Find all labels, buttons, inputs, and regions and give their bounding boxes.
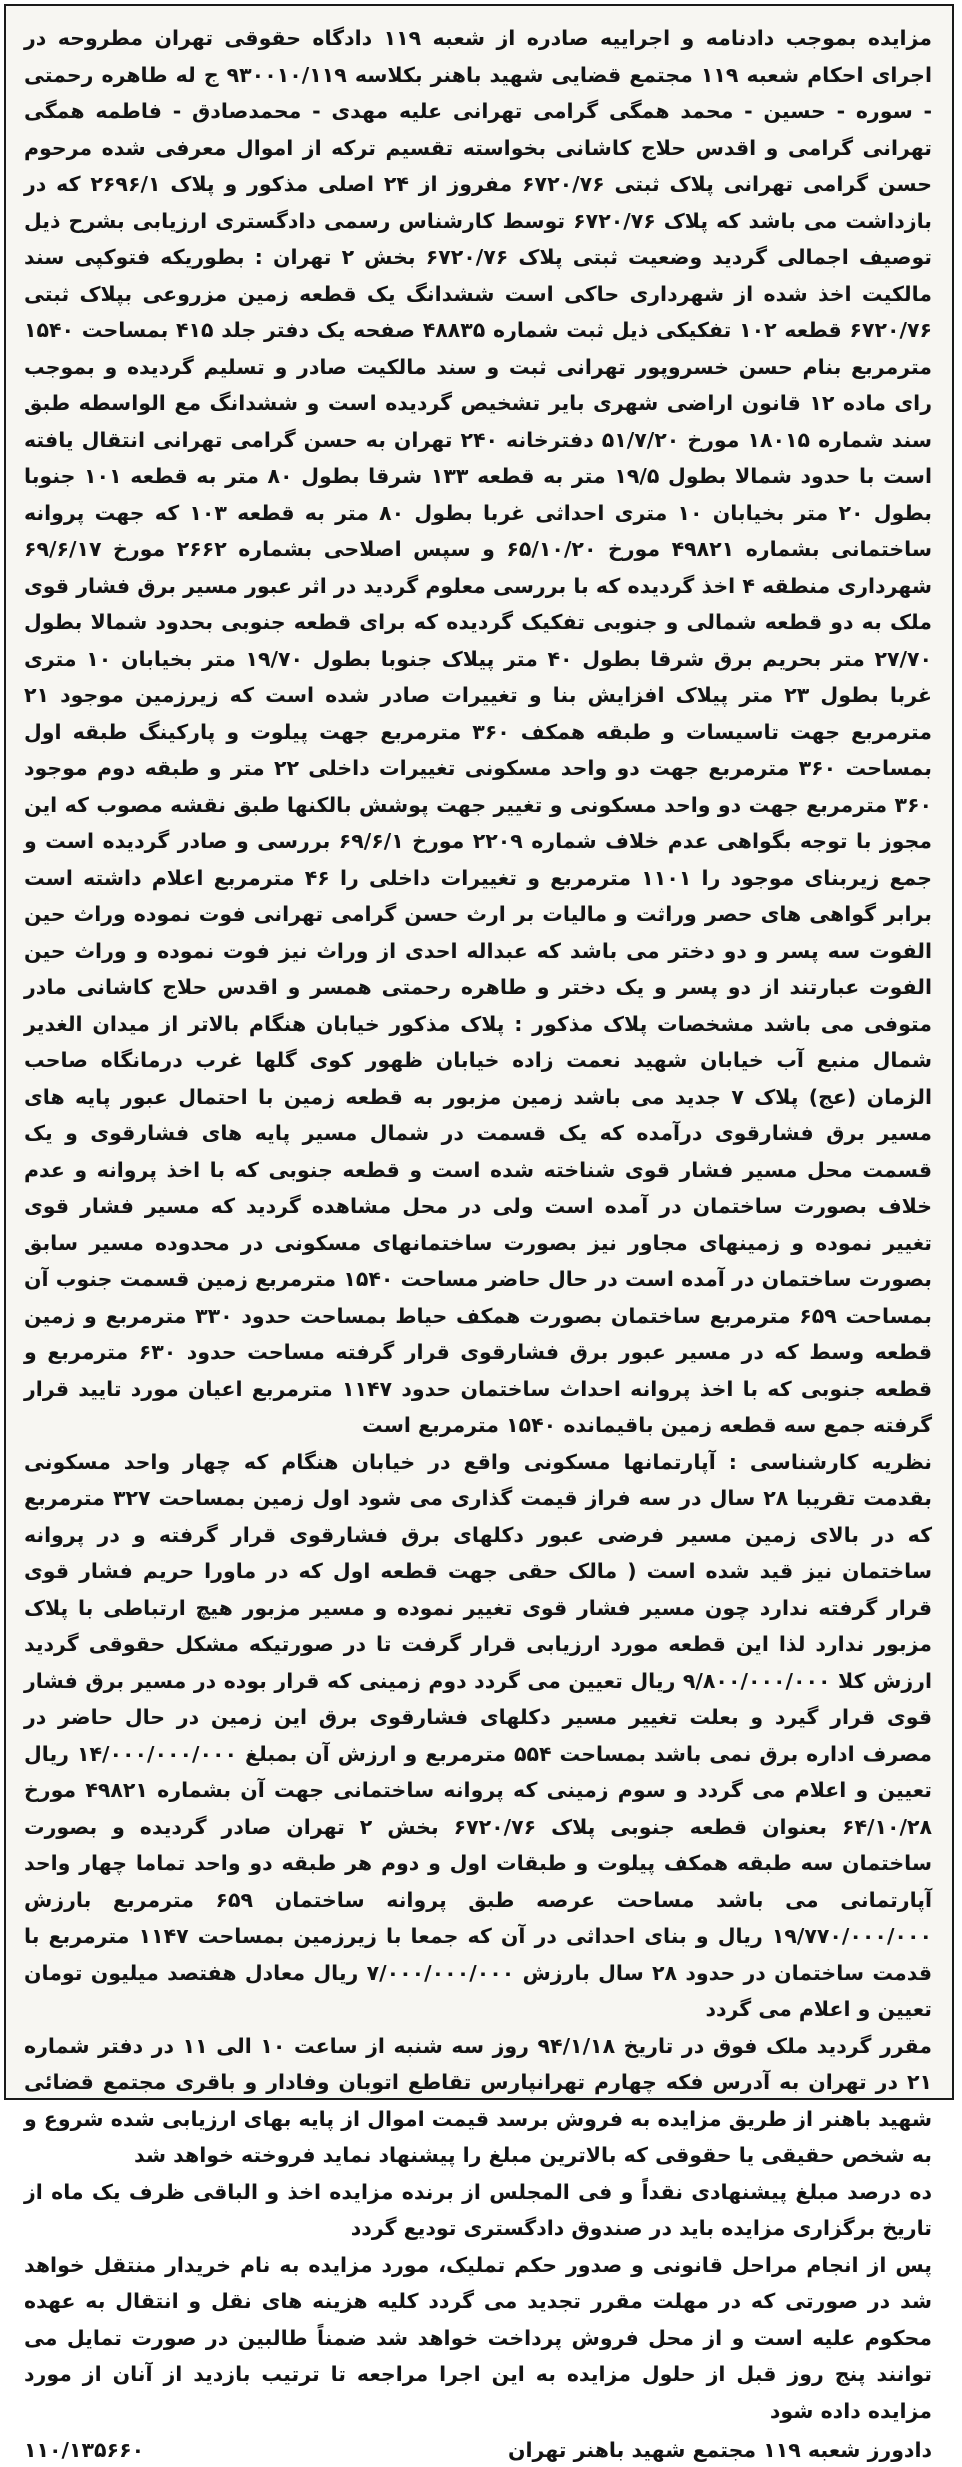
reference-number: ۱۱۰/۱۳۵۶۶۰ bbox=[24, 2438, 145, 2462]
notice-paragraph-intro: مزایده بموجب دادنامه و اجراییه صادره از شعبه ۱۱۹ دادگاه حقوقی تهران مطروحه در اجرای احکام شعبه ۱۱۹ مجتمع قضایی شهید باهنر بکلاسه ۹۳۰۰۱۰/۱۱۹ ج له طاهره رحمتی - سوره - حسین - محمد همگی گرامی تهرانی علیه مهدی - محمدصادق - فاطمه همگی تهرانی گرامی و اقدس حلاج کاشانی بخواسته تقسیم ترکه از اموال معرفی شده مرحوم حسن گرامی تهرانی پلاک ثبتی ۶۷۲۰/۷۶ مفروز از ۲۴ اصلی مذکور و پلاک ۲۶۹۶/۱ که در بازداشت می باشد که پلاک ۶۷۲۰/۷۶ توسط کارشناس رسمی دادگستری ارزیابی بشرح ذیل توصیف اجمالی گردید وضعیت ثبتی پلاک ۶۷۲۰/۷۶ بخش ۲ تهران : بطوریکه فتوکپی سند مالکیت اخذ شده از شهرداری حاکی است ششدانگ یک قطعه زمین مزروعی بپلاک ثبتی ۶۷۲۰/۷۶ قطعه ۱۰۲ تفکیکی ذیل ثبت شماره ۴۸۸۳۵ صفحه یک دفتر جلد ۴۱۵ بمساحت ۱۵۴۰ مترمربع بنام حسن خسروپور تهرانی ثبت و سند مالکیت صادر و تسلیم گردیده و بموجب رای ماده ۱۲ قانون اراضی شهری بایر تشخیص گردیده است و ششدانگ مع الواسطه طبق سند شماره ۱۸۰۱۵ مورخ ۵۱/۷/۲۰ دفترخانه ۲۴۰ تهران به حسن گرامی تهرانی انتقال یافته است با حدود شمالا بطول ۱۹/۵ متر به قطعه ۱۳۳ شرقا بطول ۸۰ متر به قطعه ۱۰۱ جنوبا بطول ۲۰ متر بخیابان ۱۰ متری احداثی غربا بطول ۸۰ متر به قطعه ۱۰۳ که جهت پروانه ساختمانی بشماره ۴۹۸۲۱ مورخ ۶۵/۱۰/۲۰ و سپس اصلاحی بشماره ۲۶۶۲ مورخ ۶۹/۶/۱۷ شهرداری منطقه ۴ اخذ گردیده که با بررسی معلوم گردید در اثر عبور مسیر برق فشار قوی ملک به دو قطعه شمالی و جنوبی تفکیک گردیده که برای قطعه جنوبی بحدود شمالا بطول ۲۷/۷۰ متر بحریم برق شرقا بطول ۴۰ متر پیلاک جنوبا بطول ۱۹/۷۰ متر بخیابان ۱۰ متری غربا بطول ۲۳ متر پیلاک افزایش بنا و تغییرات صادر شده است که زیرزمین موجود ۲۱ مترمربع جهت تاسیسات و طبقه همکف ۳۶۰ مترمربع جهت پیلوت و پارکینگ طبقه اول بمساحت ۳۶۰ مترمربع جهت دو واحد مسکونی تغییرات داخلی ۲۲ متر و طبقه دوم موجود ۳۶۰ مترمربع جهت دو واحد مسکونی و تغییر جهت پوشش بالکنها طبق نقشه مصوب که این مجوز با توجه بگواهی عدم خلاف شماره ۲۲۰۹ مورخ ۶۹/۶/۱ بررسی و صادر گردیده است و جمع زیربنای موجود را ۱۱۰۱ مترمربع و تغییرات داخلی را ۴۶ مترمربع اعلام داشته است برابر گواهی های حصر وراثت و مالیات بر ارث حسن گرامی تهرانی فوت نموده وراث حین الفوت سه پسر و دو دختر می باشد که عبداله احدی از وراث نیز فوت نموده و وراث حین الفوت عبارتند از دو پسر و یک دختر و طاهره رحمتی همسر و اقدس حلاج کاشانی مادر متوفی می باشد مشخصات پلاک مذکور : پلاک مذکور خیابان هنگام بالاتر از میدان الغدیر شمال منبع آب خیابان شهید نعمت زاده خیابان ظهور کوی گلها غرب درمانگاه صاحب الزمان (عج) پلاک ۷ جدید می باشد زمین مزبور به قطعه زمین با احتمال عبور پایه های مسیر برق فشارقوی درآمده که یک قسمت در شمال مسیر پایه های فشارقوی و یک قسمت محل مسیر فشار قوی شناخته شده است و قطعه جنوبی که با اخذ پروانه و عدم خلاف بصورت ساختمان در آمده است ولی در محل مشاهده گردید که مسیر فشار قوی تغییر نموده و زمینهای مجاور نیز بصورت ساختمانهای مسکونی در محدوده مسیر سابق بصورت ساختمان در آمده است در حال حاضر مساحت ۱۵۴۰ مترمربع زمین قسمت جنوب آن بمساحت ۶۵۹ مترمربع ساختمان بصورت همکف حیاط بمساحت حدود ۳۳۰ مترمربع و زمین قطعه وسط که در مسیر عبور برق فشارقوی قرار گرفته مساحت حدود ۶۳۰ مترمربع و قطعه جنوبی که با اخذ پروانه احداث ساختمان حدود ۱۱۴۷ مترمربع اعیان مورد تایید قرار گرفته جمع سه قطعه زمین باقیمانده ۱۵۴۰ مترمربع است bbox=[24, 26, 933, 1437]
notice-paragraph-expert-opinion: نظریه کارشناسی : آپارتمانها مسکونی واقع در خیابان هنگام که چهار واحد مسکونی بقدمت تقریبا ۲۸ سال در سه فراز قیمت گذاری می شود اول زمین بمساحت ۳۲۷ مترمربع که در بالای زمین مسیر فرضی عبور دکلهای برق فشارقوی قرار گرفته و در پروانه ساختمان نیز قید شده است ( مالک حقی جهت قطعه اول که در ماورا حریم فشار قوی قرار گرفته ندارد چون مسیر فشار قوی تغییر نموده و مسیر مزبور هیچ ارتباطی با پلاک مزبور ندارد لذا این قطعه مورد ارزیابی قرار گرفت تا در صورتیکه مشکل حقوقی گردید ارزش کلا ۹/۸۰۰/۰۰۰/۰۰۰ ریال تعیین می گردد دوم زمینی که قرار بوده در مسیر برق فشار قوی قرار گیرد و بعلت تغییر مسیر دکلهای فشارقوی برق این زمین در حال حاضر در مصرف اداره برق نمی باشد بمساحت ۵۵۴ مترمربع و ارزش آن بمبلغ ۱۴/۰۰۰/۰۰۰/۰۰۰ ریال تعیین و اعلام می گردد و سوم زمینی که پروانه ساختمانی جهت آن بشماره ۴۹۸۲۱ مورخ ۶۴/۱۰/۲۸ بعنوان قطعه جنوبی پلاک ۶۷۲۰/۷۶ بخش ۲ تهران صادر گردیده و بصورت ساختمان سه طبقه همکف پیلوت و طبقات اول و دوم هر طبقه دو واحد تماما چهار واحد آپارتمانی می باشد مساحت عرصه طبق پروانه ساختمان ۶۵۹ مترمربع بارزش ۱۹/۷۷۰/۰۰۰/۰۰۰ ریال و بنای احداثی در آن که جمعا با زیرزمین بمساحت ۱۱۴۷ مترمربع با قدمت ساختمان در حدود ۲۸ سال بارزش ۷/۰۰۰/۰۰۰/۰۰۰ ریال معادل هفتصد میلیون تومان تعیین و اعلام می گردد bbox=[24, 1449, 932, 2021]
signature: دادورز شعبه ۱۱۹ مجتمع شهید باهنر تهران bbox=[507, 2438, 932, 2462]
notice-paragraph-auction-time: مقرر گردید ملک فوق در تاریخ ۹۴/۱/۱۸ روز سه شنبه از ساعت ۱۰ الی ۱۱ در دفتر شماره ۲۱ در تهران به آدرس فکه چهارم تهرانپارس تقاطع اتوبان وفادار و باقری مجتمع قضائی شهید باهنر از طریق مزایده به فروش برسد قیمت اموال از پایه بهای ارزیابی شده شروع و به شخص حقیقی یا حقوقی که بالاترین مبلغ را پیشنهاد نماید فروخته خواهد شد bbox=[24, 2033, 932, 2167]
notice-paragraph-payment: ده درصد مبلغ پیشنهادی نقداً و فی المجلس از برنده مزایده اخذ و الباقی ظرف یک ماه از تاریخ برگزاری مزایده باید در صندوق دادگستری تودیع گردد bbox=[24, 2179, 932, 2240]
court-auction-notice bbox=[4, 4, 954, 2462]
notice-footer bbox=[6, 2433, 952, 2467]
notice-body bbox=[6, 6, 952, 2433]
notice-paragraph-transfer: پس از انجام مراحل قانونی و صدور حکم تملیک، مورد مزایده به نام خریدار منتقل خواهد شد در صورتی که در مهلت مقرر تجدید می گردد کلیه هزینه های نقل و انتقال به عهده محکوم علیه است و از محل فروش پرداخت خواهد شد ضمناً طالبین در صورت تمایل می توانند پنج روز قبل از حلول مزایده به این اجرا مراجعه تا ترتیب بازدید از آنان از مورد مزایده داده شود bbox=[24, 2252, 932, 2423]
